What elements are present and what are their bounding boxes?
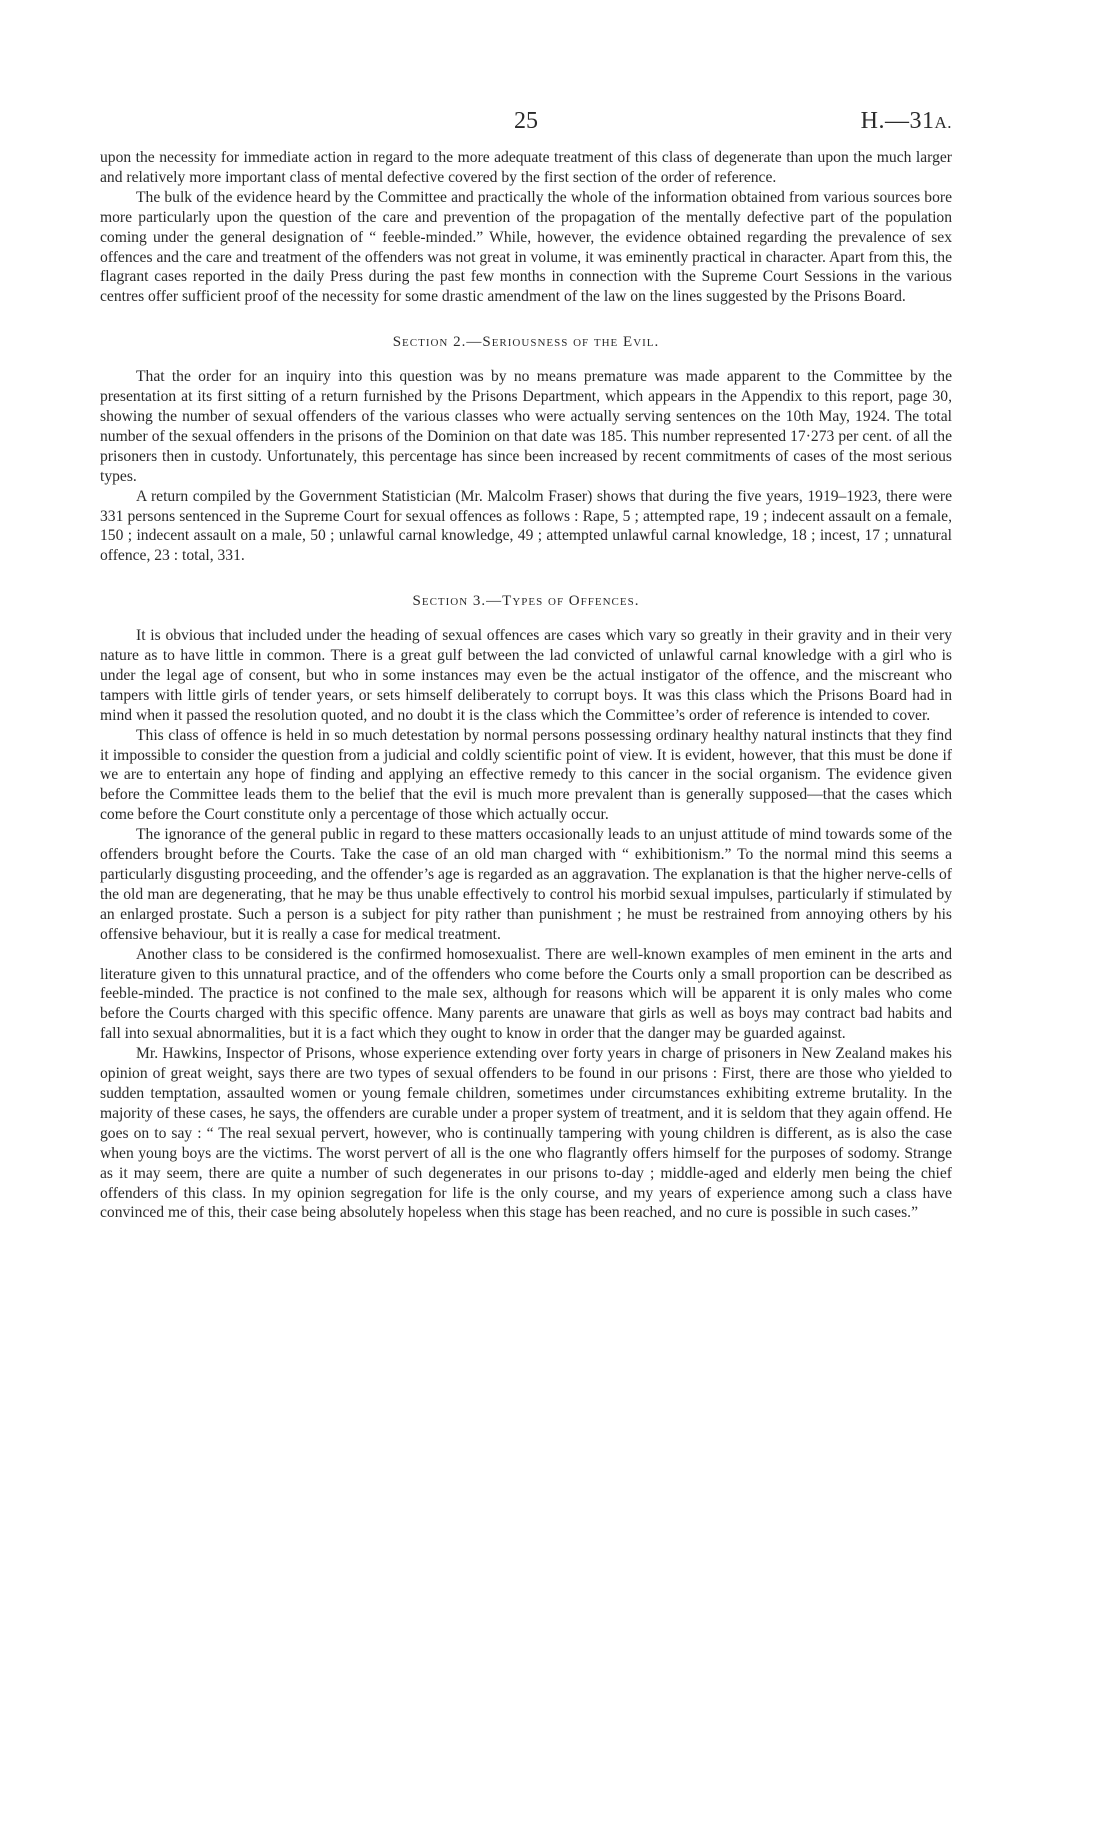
intro-paragraph-1: upon the necessity for immediate action in regard to the more adequate treatment of this class of degenerate than upon the much larger and relatively more important class of mental defective covered by the first section of the order of reference. bbox=[100, 149, 952, 186]
section-3-paragraph-2: This class of offence is held in so much detestation by normal persons possessing ordinary healthy natural instincts that they find it impossible to consider the question from a judicial and coldly scientific point of view. It is evident, however, that this must be done if we are to entertain any hope of finding and applying an effective remedy to this cancer in the social organism. The evidence given before the Committee leads them to the belief that the evil is much more prevalent than is generally supposed—that the cases which come before the Court constitute only a percentage of those which actually occur. bbox=[100, 726, 952, 824]
document-reference-main: H.—31 bbox=[860, 108, 935, 134]
section-3-paragraph-1: It is obvious that included under the heading of sexual offences are cases which vary so greatly in their gravity and in their very nature as to have little in common. There is a great gulf between the lad convicted of unlawful carnal knowledge with a girl who is under the legal age of consent, but who in some instances may even be the actual instigator of the offence, and the miscreant who tampers with little girls of tender years, or sets himself deliberately to corrupt boys. It was this class which the Prisons Board had in mind when it passed the resolution quoted, and no doubt it is the class which the Committee’s order of reference is intended to cover. bbox=[100, 627, 952, 724]
section-3-paragraph-5: Mr. Hawkins, Inspector of Prisons, whose experience extending over forty years in charge of prisoners in New Zealand makes his opinion of great weight, says there are two types of sexual offenders to be found in our prisons : First, there are those who yielded to sudden temptation, assaulted women or young female children, sometimes under circumstances exhibiting extreme brutality. In the majority of these cases, he says, the offenders are curable under a proper system of treatment, and it is seldom that they again offend. He goes on to say : “ The real sexual pervert, however, who is continually tampering with young children is different, as is also the case when young boys are the victims. The worst pervert of all is the one who flagrantly offers himself for the purposes of sodomy. Strange as it may seem, there are quite a number of such degenerates in our prisons to-day ; middle-aged and elderly men being the chief offenders of this class. In my opinion segregation for life is the only course, and my years of experience among such a class have convinced me of this, their case being absolutely hopeless when this stage has been reached, and no cure is possible in such cases.” bbox=[100, 1045, 952, 1222]
section-3-paragraph-4: Another class to be considered is the confirmed homosexualist. There are well-known examples of men eminent in the arts and literature given to this unnatural practice, and of the offenders who come before the Courts only a small proportion can be described as feeble-minded. The practice is not confined to the male sex, although for reasons which will be apparent it is only males who come before the Courts charged with this specific offence. Many parents are unaware that girls as well as boys may contract bad habits and fall into sexual abnormalities, but it is a fact which they ought to know in order that the danger may be guarded against. bbox=[100, 945, 952, 1043]
intro-paragraph-2: The bulk of the evidence heard by the Committee and practically the whole of the information obtained from various sources bore more particularly upon the question of the care and prevention of the propagation of the mentally defective part of the population coming under the general designation of “ feeble-minded.” While, however, the evidence obtained regarding the prevalence of sex offences and the care and treatment of the offenders was not great in volume, it was eminently practical in character. Apart from this, the flagrant cases reported in the daily Press during the past few months in connection with the Supreme Court Sessions in the various centres offer sufficient proof of the necessity for some drastic amendment of the law on the lines suggested by the Prisons Board. bbox=[100, 188, 952, 306]
document-page bbox=[100, 108, 952, 1223]
body-text bbox=[100, 148, 952, 1223]
section-2-paragraph-2: A return compiled by the Government Statistician (Mr. Malcolm Fraser) shows that during the five years, 1919–1923, there were 331 persons sentenced in the Supreme Court for sexual offences as follows : Rape, 5 ; attempted rape, 19 ; indecent assault on a female, 150 ; indecent assault on a male, 50 ; unlawful carnal knowledge, 49 ; attempted unlawful carnal knowledge, 18 ; incest, 17 ; unnatural offence, 23 : total, 331. bbox=[100, 487, 952, 565]
document-reference bbox=[861, 108, 952, 135]
section-2-heading: Section 2.—Seriousness of the Evil. bbox=[392, 334, 660, 351]
section-2-paragraph-1: That the order for an inquiry into this question was by no means premature was made apparent to the Committee by the presentation at its first sitting of a return furnished by the Prisons Department, which appears in the Appendix to this report, page 30, showing the number of sexual offenders of the various classes who were actually serving sentences on the 10th May, 1924. The total number of the sexual offenders in the prisons of the Dominion on that date was 185. This number represented 17·273 per cent. of all the prisoners then in custody. Unfortunately, this percentage has since been increased by recent commitments of cases of the most serious types. bbox=[100, 368, 952, 485]
section-3-heading: Section 3.—Types of Offences. bbox=[412, 593, 640, 610]
section-3-paragraph-3: The ignorance of the general public in regard to these matters occasionally leads to an unjust attitude of mind towards some of the offenders brought before the Courts. Take the case of an old man charged with “ exhibitionism.” To the normal mind this seems a particularly disgusting proceeding, and the offender’s age is regarded as an aggravation. The explanation is that the higher nerve-cells of the old man are degenerating, that he may be thus unable effectively to control his morbid sexual impulses, particularly if stimulated by an enlarged prostate. Such a person is a subject for pity rather than punishment ; he must be restrained from annoying others by his offensive behaviour, but it is really a case for medical treatment. bbox=[100, 826, 952, 943]
page-number: 25 bbox=[514, 108, 538, 134]
document-reference-suffix: A. bbox=[934, 113, 952, 132]
page-header bbox=[100, 108, 952, 148]
